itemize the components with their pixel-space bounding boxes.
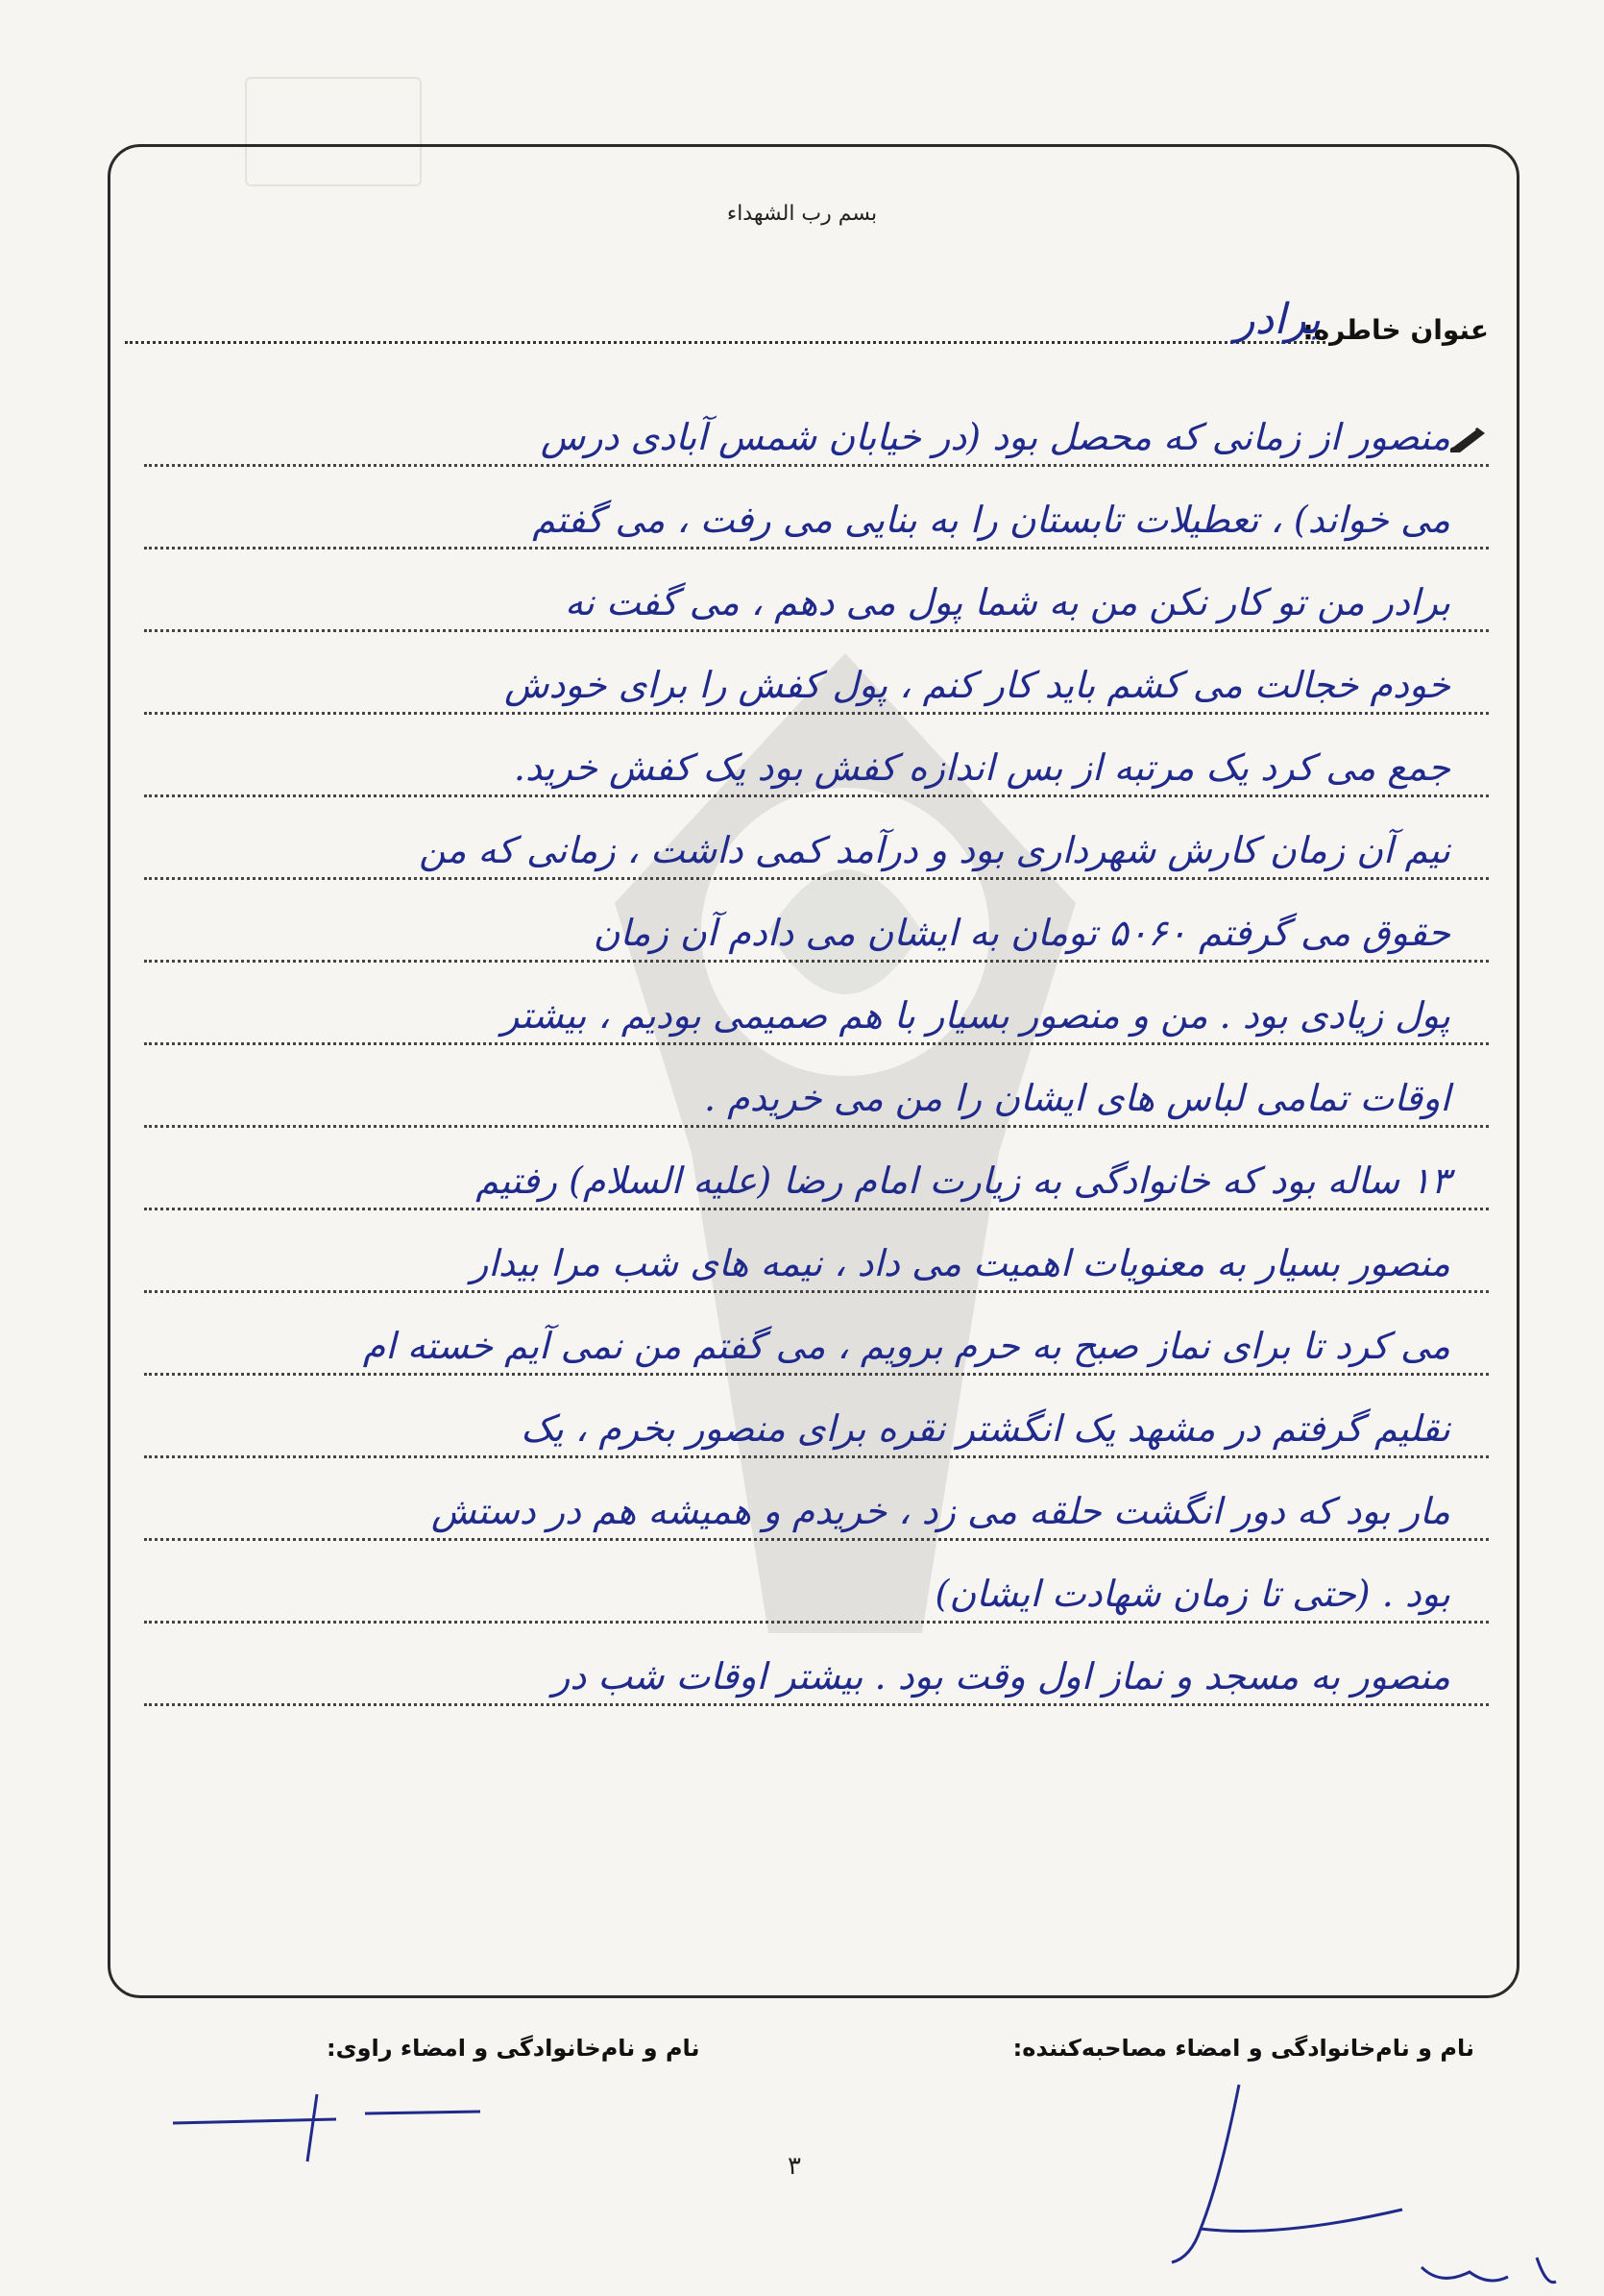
text-line [144, 467, 1489, 550]
text-line [144, 550, 1489, 632]
handwritten-line: نیم آن زمان کارش شهرداری بود و درآمد کمی داشت ، زمانی که من [419, 829, 1450, 871]
memory-title-label: عنوان خاطره: [1302, 314, 1489, 346]
text-line [144, 880, 1489, 963]
handwritten-line: برادر من تو کار نکن من به شما پول می دهم ، می گفت نه [564, 581, 1450, 623]
text-line [144, 1458, 1489, 1541]
text-line [144, 1210, 1489, 1293]
pen-icon [1448, 424, 1489, 454]
handwritten-line: بود . (حتی تا زمان شهادت ایشان) [935, 1573, 1450, 1615]
text-line [144, 632, 1489, 715]
handwritten-line: می کرد تا برای نماز صبح به حرم برویم ، می گفتم من نمی آیم خسته ام [362, 1325, 1450, 1367]
handwritten-line: می خواند) ، تعطیلات تابستان را به بنایی می رفت ، می گفتم [532, 499, 1450, 541]
memory-title-value: برادر [1234, 295, 1321, 344]
text-line [144, 1128, 1489, 1210]
text-line [144, 963, 1489, 1045]
text-line [144, 797, 1489, 880]
handwritten-line: ۱۳ ساله بود که خانوادگی به زیارت امام رضا (علیه السلام) رفتیم [475, 1160, 1450, 1202]
handwritten-line: خودم خجالت می کشم باید کار کنم ، پول کفش را برای خودش [504, 664, 1450, 706]
text-line [144, 1376, 1489, 1458]
handwritten-line: منصور از زمانی که محصل بود (در خیابان شمس آبادی درس [540, 416, 1450, 458]
handwritten-line: مار بود که دور انگشت حلقه می زد ، خریدم و همیشه هم در دستش [430, 1490, 1450, 1532]
handwritten-line: منصور به مسجد و نماز اول وقت بود . بیشتر اوقات شب در [552, 1655, 1450, 1698]
text-line [144, 1045, 1489, 1128]
handwritten-line: منصور بسیار به معنویات اهمیت می داد ، نیمه های شب مرا بیدار [471, 1242, 1450, 1284]
handwritten-line: اوقات تمامی لباس های ایشان را من می خریدم . [704, 1077, 1450, 1119]
handwritten-text-block [144, 384, 1489, 1706]
text-line [144, 1541, 1489, 1624]
basmala-heading: بسم رب الشهداء [726, 202, 878, 226]
interviewer-signature-label: نام و نام‌خانوادگی و امضاء مصاحبه‌کننده: [1012, 2035, 1474, 2062]
handwritten-line: جمع می کرد یک مرتبه از بس اندازه کفش بود یک کفش خرید. [513, 746, 1450, 789]
handwritten-line: پول زیادی بود . من و منصور بسیار با هم صمیمی بودیم ، بیشتر [501, 994, 1450, 1037]
text-line [144, 1293, 1489, 1376]
narrator-signature-label: نام و نام‌خانوادگی و امضاء راوی: [327, 2035, 700, 2062]
handwritten-signature [1057, 2065, 1594, 2296]
text-line [144, 715, 1489, 797]
text-line [144, 1624, 1489, 1706]
handwritten-line: نقلیم گرفتم در مشهد یک انگشتر نقره برای منصور بخرم ، یک [521, 1407, 1450, 1450]
title-dotted-line [125, 341, 1325, 344]
margin-signature-mark [163, 2085, 490, 2171]
page-number: ۳ [788, 2152, 801, 2181]
text-line [144, 384, 1489, 467]
memory-title-row [125, 295, 1489, 360]
handwritten-line: حقوق می گرفتم ۵۰۶۰ تومان به ایشان می دادم آن زمان [593, 912, 1450, 954]
